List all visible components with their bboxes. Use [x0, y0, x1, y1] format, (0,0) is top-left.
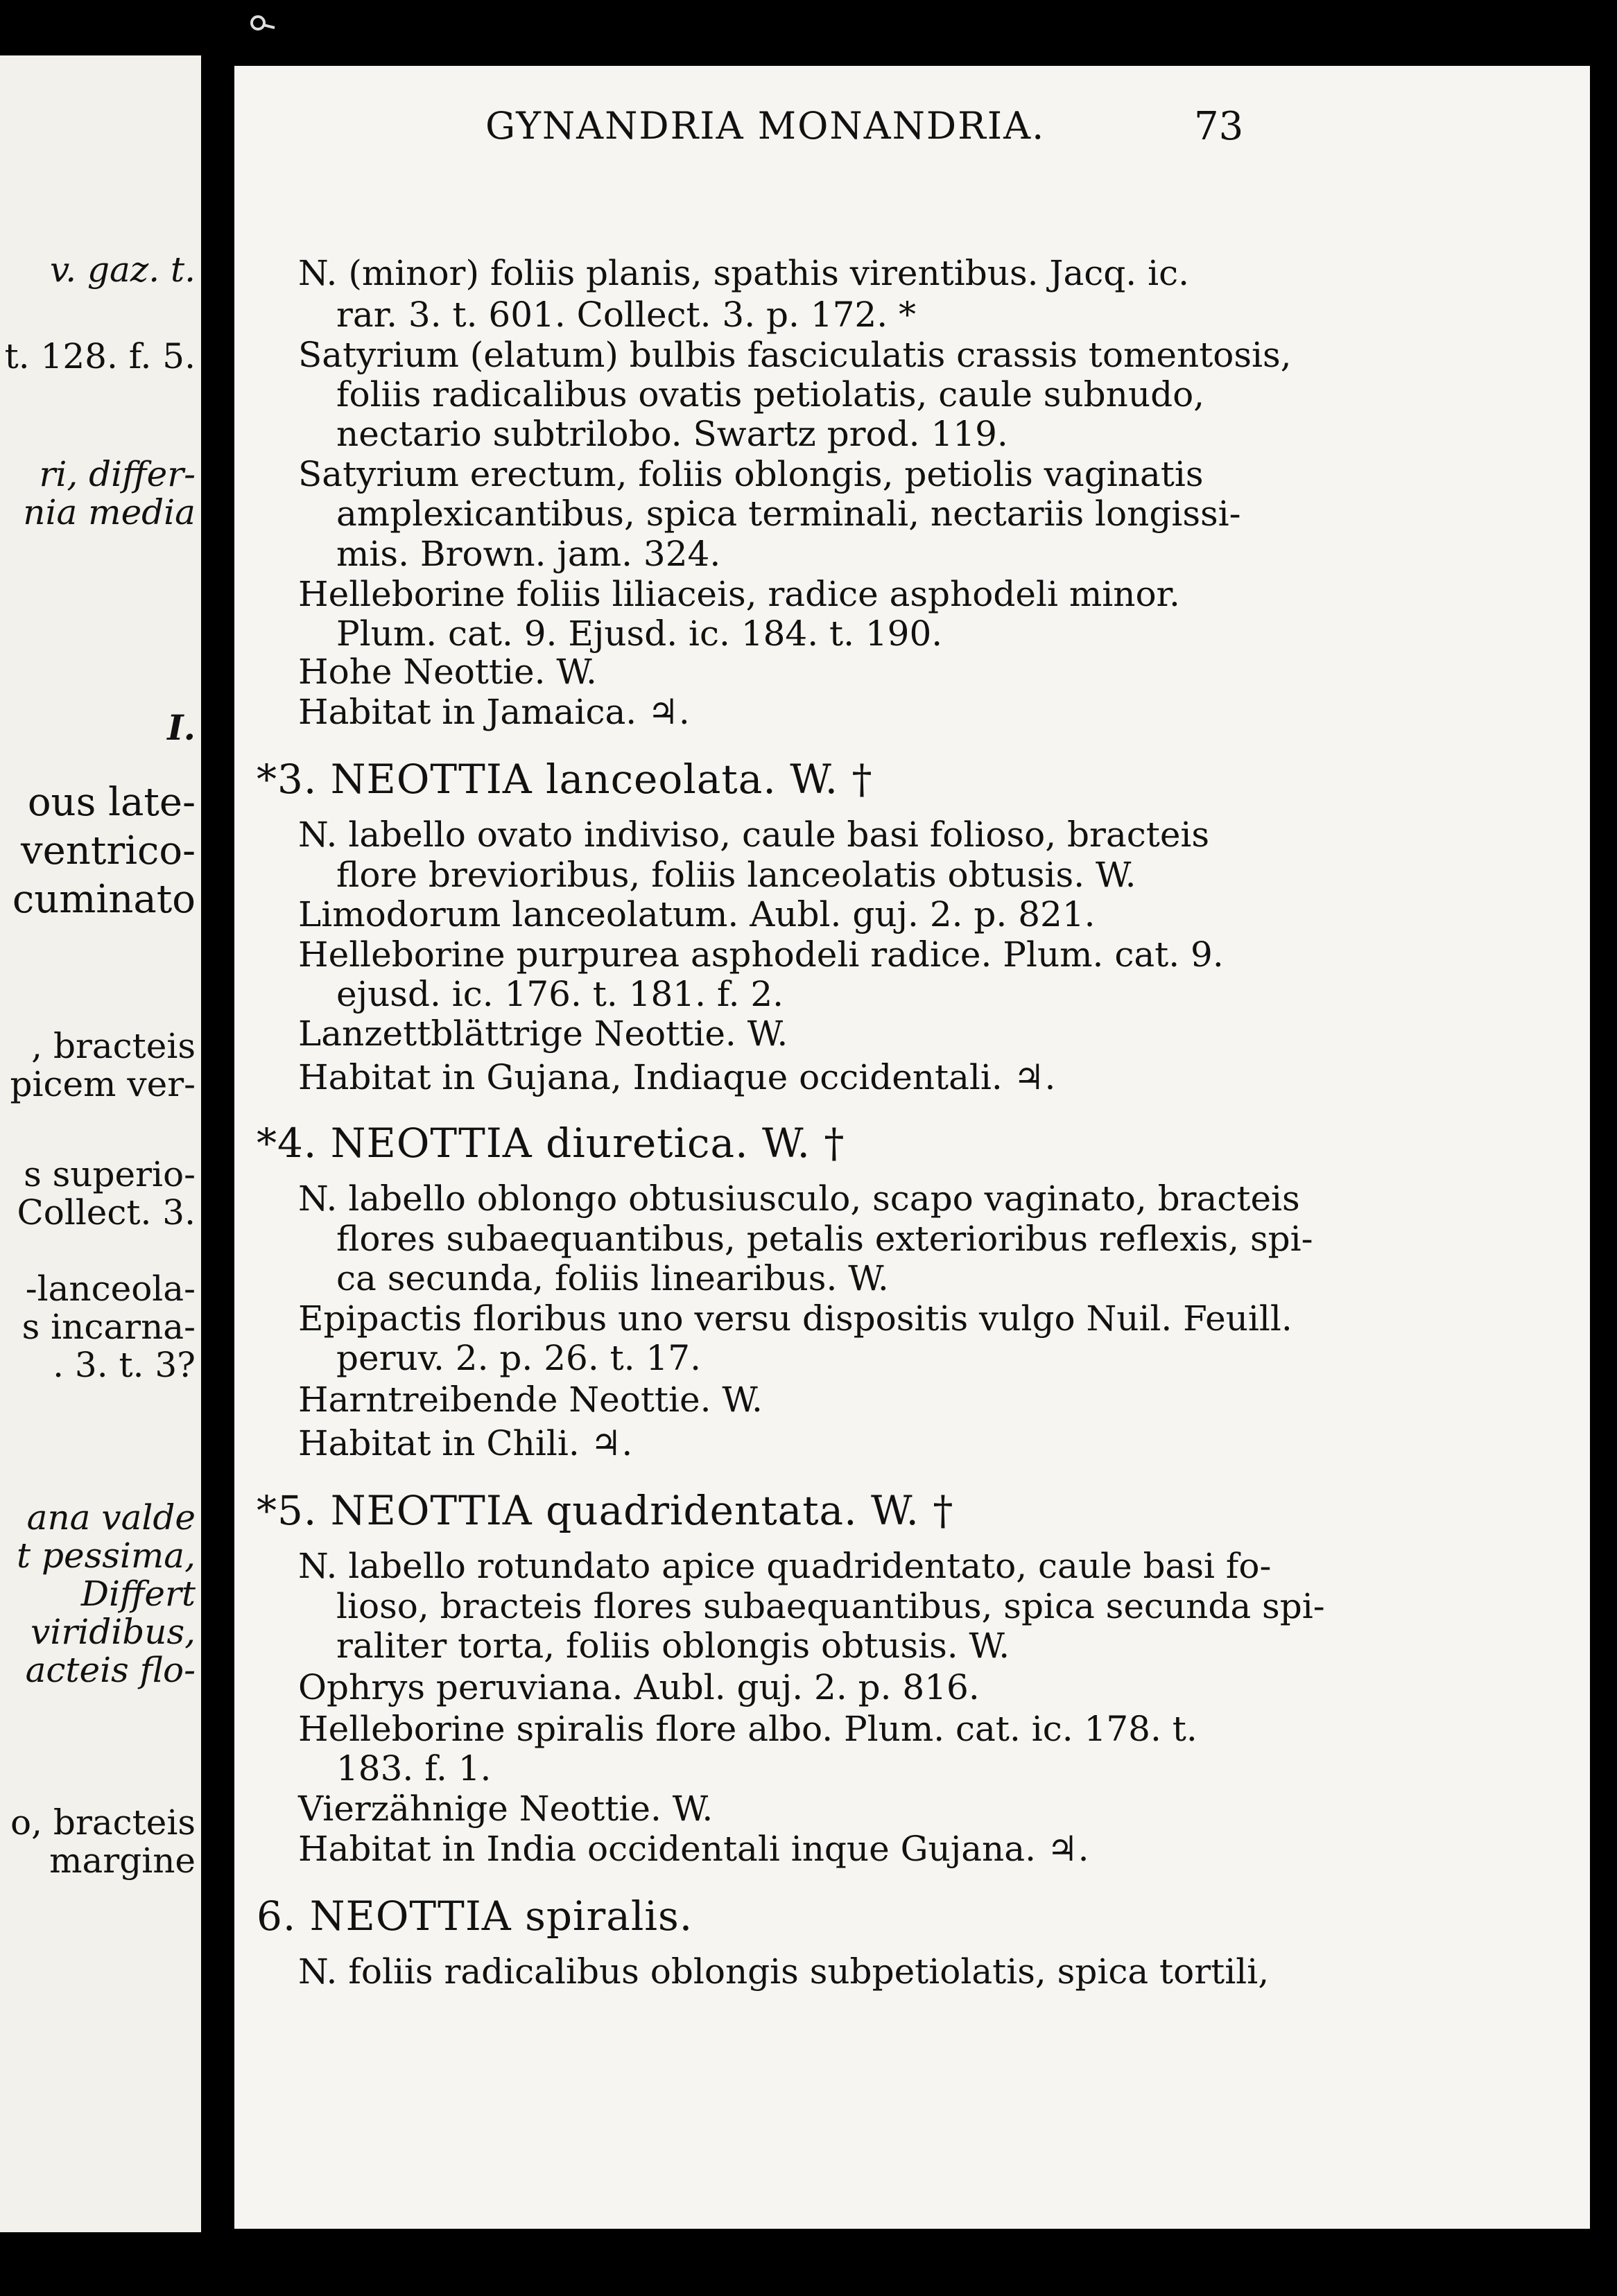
left-line: s incarna- [21, 1307, 196, 1347]
left-line: s superio- [24, 1154, 196, 1194]
book-gutter [201, 0, 234, 2296]
text-line: Epipactis floribus uno versu dispositis vulgo Nuil. Feuill. [298, 1298, 1292, 1339]
text-line: Helleborine spiralis flore albo. Plum. cat. ic. 178. t. [298, 1709, 1197, 1749]
text-line: Limodorum lanceolatum. Aubl. guj. 2. p. 821. [298, 894, 1096, 934]
left-line: v. gaz. t. [49, 250, 196, 290]
text-line: nectario subtrilobo. Swartz prod. 119. [336, 414, 1008, 454]
left-line: cuminato [12, 877, 196, 922]
text-line: Harntreibende Neottie. W. [298, 1380, 763, 1420]
left-line: viridibus, [31, 1612, 196, 1652]
text-line: Vierzähnige Neottie. W. [298, 1789, 714, 1829]
text-line: flore brevioribus, foliis lanceolatis obtusis. W. [336, 855, 1136, 895]
left-line: ana valde [26, 1497, 196, 1538]
left-line: . 3. t. 3? [53, 1345, 196, 1385]
left-line: t pessima, [16, 1536, 196, 1576]
ink-mark-icon [250, 14, 277, 32]
left-line: t. 128. f. 5. [4, 336, 196, 376]
left-line: nia media [23, 492, 196, 532]
text-line: N. labello ovato indiviso, caule basi folioso, bracteis [298, 815, 1210, 855]
page-number: 73 [1194, 104, 1244, 149]
left-line: Differt [80, 1574, 196, 1614]
left-line: picem ver- [10, 1064, 196, 1104]
text-line: Helleborine purpurea asphodeli radice. Plum. cat. 9. [298, 934, 1224, 975]
text-line: Hohe Neottie. W. [298, 652, 597, 692]
left-line: , bracteis [31, 1026, 196, 1066]
text-line: raliter torta, foliis oblongis obtusis. W. [336, 1626, 1010, 1666]
left-line: ri, differ- [39, 454, 196, 494]
text-line: ejusd. ic. 176. t. 181. f. 2. [336, 974, 784, 1014]
left-line: Collect. 3. [17, 1192, 196, 1233]
text-line: mis. Brown. jam. 324. [336, 534, 721, 574]
habitat-line: Habitat in India occidentali inque Gujana. ♃. [298, 1829, 1089, 1869]
entry-heading: *5. NEOTTIA quadridentata. W. † [257, 1487, 954, 1534]
left-page-fragment [0, 55, 201, 2232]
text-line: amplexicantibus, spica terminali, nectariis longissi- [336, 494, 1241, 534]
text-line: N. labello oblongo obtusiusculo, scapo vaginato, bracteis [298, 1179, 1300, 1219]
left-line: ous late- [27, 780, 196, 825]
habitat-line: Habitat in Gujana, Indiaque occidentali. ♃. [298, 1057, 1056, 1097]
left-line: ventrico- [20, 828, 196, 873]
text-line: N. foliis radicalibus oblongis subpetiolatis, spica tortili, [298, 1951, 1270, 1992]
text-line: Ophrys peruviana. Aubl. guj. 2. p. 816. [298, 1667, 980, 1707]
text-line: Plum. cat. 9. Ejusd. ic. 184. t. 190. [336, 614, 943, 654]
text-line: peruv. 2. p. 26. t. 17. [336, 1338, 702, 1378]
text-line: foliis radicalibus ovatis petiolatis, caule subnudo, [336, 374, 1205, 415]
habitat-line: Habitat in Chili. ♃. [298, 1423, 633, 1463]
text-line: flores subaequantibus, petalis exterioribus reflexis, spi- [336, 1219, 1313, 1259]
text-line: Satyrium (elatum) bulbis fasciculatis crassis tomentosis, [298, 335, 1292, 375]
text-line: ca secunda, foliis linearibus. W. [336, 1258, 889, 1298]
running-header: GYNANDRIA MONANDRIA. [485, 104, 1046, 148]
text-line: N. labello rotundato apice quadridentato, caule basi fo- [298, 1546, 1272, 1586]
text-line: 183. f. 1. [336, 1748, 492, 1789]
left-line: -lanceola- [25, 1269, 196, 1309]
entry-heading: *3. NEOTTIA lanceolata. W. † [257, 756, 873, 803]
text-line: Satyrium erectum, foliis oblongis, petiolis vaginatis [298, 454, 1204, 494]
entry-heading: 6. NEOTTIA spiralis. [257, 1893, 693, 1940]
text-line: rar. 3. t. 601. Collect. 3. p. 172. * [336, 295, 917, 335]
entry-heading: *4. NEOTTIA diuretica. W. † [257, 1120, 845, 1167]
text-line: Lanzettblättrige Neottie. W. [298, 1014, 788, 1054]
text-line: lioso, bracteis flores subaequantibus, spica secunda spi- [336, 1586, 1325, 1626]
left-line: o, bracteis [10, 1802, 196, 1843]
text-line: N. (minor) foliis planis, spathis virentibus. Jacq. ic. [298, 253, 1189, 293]
left-line: I. [167, 707, 196, 748]
left-line: acteis flo- [25, 1650, 196, 1690]
left-line: margine [49, 1841, 196, 1881]
text-line: Helleborine foliis liliaceis, radice asphodeli minor. [298, 574, 1180, 614]
habitat-line: Habitat in Jamaica. ♃. [298, 692, 690, 732]
